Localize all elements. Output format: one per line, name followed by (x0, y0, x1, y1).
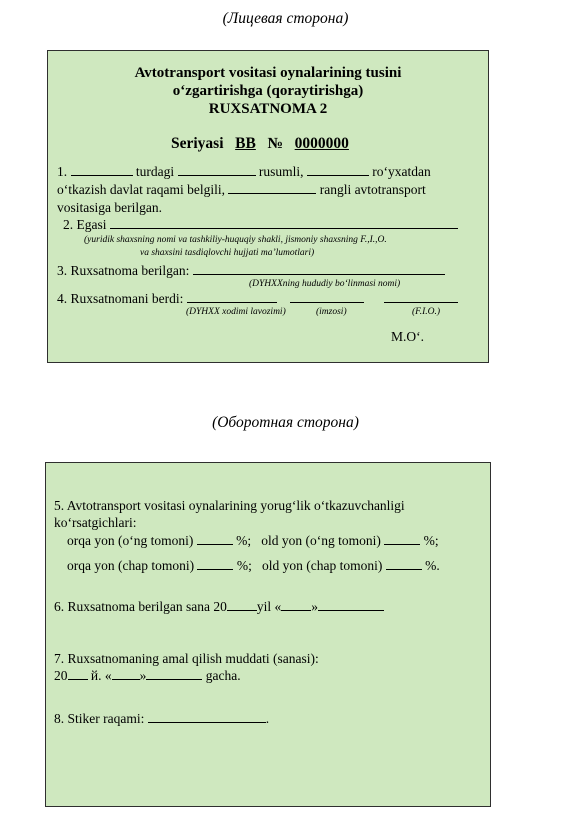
permit-title-line2: o‘zgartirishga (qoraytirishga) (172, 83, 364, 99)
percent-symbol: %; (236, 558, 252, 573)
permit-title-line3: RUXSATNOMA 2 (208, 101, 328, 117)
vehicle-color-field[interactable] (228, 182, 316, 194)
issue-month-field[interactable] (318, 599, 384, 611)
item1-turdagi-text: turdagi (135, 164, 175, 179)
issuing-unit-field[interactable] (193, 263, 445, 275)
permit-title-line1: Avtotransport vositasi oynalarining tusini (134, 65, 402, 81)
item1-line3: vositasiga berilgan. (57, 200, 162, 215)
registration-field[interactable] (307, 164, 369, 176)
percent-symbol: %. (425, 558, 440, 573)
series-prefix: Seriyasi (171, 135, 224, 152)
validity-day-field[interactable] (112, 668, 140, 680)
vehicle-model-field[interactable] (178, 164, 256, 176)
item6-label: 6. Ruxsatnoma berilgan sana 20 (54, 599, 227, 614)
rear-left-label: orqa yon (chap tomoni) (67, 558, 195, 573)
validity-year-field[interactable] (68, 668, 88, 680)
owner-field[interactable] (110, 217, 458, 229)
item3-line (57, 263, 445, 279)
item1-plate-text: o‘tkazish davlat raqami belgili, (57, 182, 225, 197)
item7-gacha-text: gacha. (205, 668, 241, 683)
item2-note1: (yuridik shaxsning nomi va tashkiliy-huquqiy shakli, jismoniy shaxsning F.,I.,O. (84, 235, 387, 245)
front-right-percent-field[interactable] (384, 533, 420, 545)
item5-row1 (67, 533, 439, 549)
percent-symbol: %; (423, 533, 439, 548)
item7-line2 (54, 668, 241, 684)
item4-note-signature: (imzosi) (316, 307, 347, 317)
item1-line1 (57, 164, 431, 180)
front-right-label: old yon (o‘ng tomoni) (261, 533, 381, 548)
front-left-percent-field[interactable] (386, 558, 422, 570)
back-permit-card (45, 462, 491, 807)
front-permit-card (47, 50, 489, 363)
item6-year-text: yil « (256, 599, 282, 614)
rear-right-label: orqa yon (o‘ng tomoni) (67, 533, 194, 548)
issue-day-field[interactable] (281, 599, 311, 611)
series-value: BB (235, 135, 256, 152)
number-value: 0000000 (294, 135, 349, 152)
front-side-label: (Лицевая сторона) (222, 10, 349, 27)
front-left-label: old yon (chap tomoni) (261, 558, 383, 573)
officer-position-field[interactable] (187, 291, 277, 303)
percent-symbol: %; (236, 533, 252, 548)
item3-note: (DYHXXning hududiy bo‘linmasi nomi) (249, 279, 401, 289)
item4-label: 4. Ruxsatnomani berdi: (57, 291, 184, 306)
item2-line (63, 217, 458, 233)
rear-left-percent-field[interactable] (197, 558, 233, 570)
item7-line1: 7. Ruxsatnomaning amal qilish muddati (sanasi): (54, 651, 319, 666)
item8-line (54, 711, 269, 727)
item1-number: 1. (57, 164, 68, 179)
item7-close-quote: » (139, 668, 147, 683)
series-line (171, 135, 349, 153)
validity-month-field[interactable] (146, 668, 202, 680)
item4-line (57, 291, 458, 307)
officer-name-field[interactable] (384, 291, 458, 303)
rear-right-percent-field[interactable] (197, 533, 233, 545)
stamp-place: M.O‘. (391, 329, 424, 344)
item4-note-position: (DYHXX xodimi lavozimi) (186, 307, 286, 317)
item3-label: 3. Ruxsatnoma berilgan: (57, 263, 190, 278)
item1-royxatdan-text: ro‘yxatdan (372, 164, 431, 179)
item5-line1: 5. Avtotransport vositasi oynalarining yorug‘lik o‘tkazuvchanligi (54, 498, 405, 513)
item7-year-text: й. « (90, 668, 112, 683)
item2-note2: va shaxsini tasdiqlovchi hujjati ma’lumotlari) (140, 248, 315, 258)
officer-signature-field[interactable] (290, 291, 364, 303)
back-side-label: (Оборотная сторона) (212, 414, 359, 431)
vehicle-type-field[interactable] (71, 164, 133, 176)
item1-color-text: rangli avtotransport (319, 182, 426, 197)
sticker-number-field[interactable] (148, 711, 266, 723)
item1-line2 (57, 182, 426, 198)
item5-line2: ko‘rsatgichlari: (54, 515, 137, 530)
issue-year-field[interactable] (227, 599, 257, 611)
item7-prefix: 20 (54, 668, 68, 683)
item8-period: . (265, 711, 270, 726)
item5-row2 (67, 558, 440, 574)
item2-label: 2. Egasi (63, 217, 107, 232)
number-sign: № (267, 135, 284, 152)
item6-close-quote: » (311, 599, 318, 614)
item4-note-name: (F.I.O.) (412, 307, 441, 317)
item8-label: 8. Stiker raqami: (54, 711, 145, 726)
item6-line (54, 599, 384, 615)
item1-rusumli-text: rusumli, (258, 164, 304, 179)
